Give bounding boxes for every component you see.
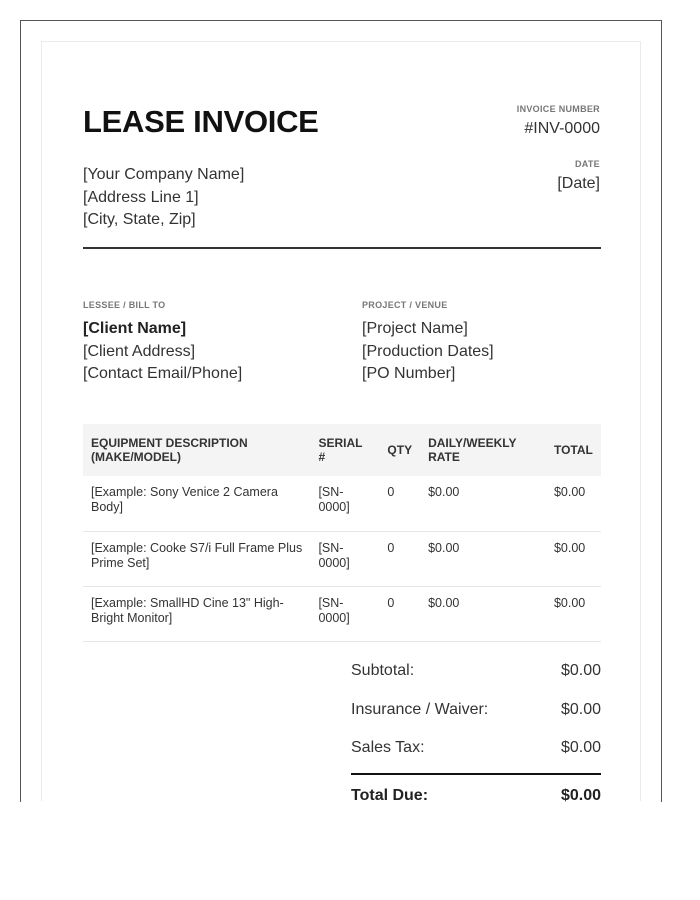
item-serial: [SN-0000]	[310, 586, 379, 641]
item-serial: [SN-0000]	[310, 476, 379, 531]
insurance-value: $0.00	[560, 700, 601, 718]
client-name: [Client Name]	[83, 320, 187, 337]
item-total: $0.00	[546, 531, 601, 586]
subtotal-label: Subtotal:	[351, 662, 415, 679]
total-due-row	[351, 787, 601, 803]
invoice-number-block	[517, 104, 600, 138]
sales-tax-value: $0.00	[560, 739, 601, 756]
col-header-serial: SERIAL #	[310, 424, 379, 476]
header-divider	[83, 247, 601, 249]
table-row	[83, 476, 601, 531]
date-block	[557, 159, 600, 193]
client-address: [Client Address]	[83, 342, 196, 360]
date-label: DATE	[574, 159, 600, 169]
item-rate: $0.00	[420, 531, 546, 586]
lessee-label: LESSEE / BILL TO	[83, 300, 166, 310]
totals-block	[351, 662, 601, 802]
production-dates: [Production Dates]	[362, 342, 494, 360]
invoice-document	[41, 41, 641, 801]
subtotal-value: $0.00	[560, 662, 601, 679]
item-qty: 0	[379, 476, 420, 531]
project-name: [Project Name]	[362, 320, 468, 337]
equipment-table	[83, 424, 601, 642]
company-name: [Your Company Name]	[83, 166, 245, 183]
subtotal-row	[351, 662, 601, 701]
client-contact: [Contact Email/Phone]	[83, 365, 243, 382]
col-header-total: TOTAL	[546, 424, 601, 476]
po-number: [PO Number]	[362, 365, 456, 382]
item-rate: $0.00	[420, 476, 546, 531]
company-city: [City, State, Zip]	[83, 211, 196, 228]
invoice-number: #INV-0000	[524, 120, 600, 137]
sales-tax-label: Sales Tax:	[351, 739, 425, 756]
company-address: [Address Line 1]	[83, 188, 199, 206]
table-header-row	[83, 424, 601, 476]
total-due-label: Total Due:	[351, 786, 429, 802]
insurance-label: Insurance / Waiver:	[351, 700, 489, 718]
item-description: [Example: Sony Venice 2 Camera Body]	[83, 476, 310, 531]
item-serial: [SN-0000]	[310, 531, 379, 586]
invoice-number-label: INVOICE NUMBER	[516, 104, 600, 114]
item-total: $0.00	[546, 586, 601, 641]
item-description: [Example: SmallHD Cine 13" High-Bright Monitor]	[83, 586, 310, 641]
col-header-qty: QTY	[379, 424, 420, 476]
col-header-rate: DAILY/WEEKLY RATE	[420, 424, 546, 476]
table-row	[83, 531, 601, 586]
insurance-row	[351, 701, 601, 740]
item-description: [Example: Cooke S7/i Full Frame Plus Prime Set]	[83, 531, 310, 586]
item-qty: 0	[379, 531, 420, 586]
lessee-block	[83, 300, 242, 386]
invoice-date: [Date]	[557, 175, 600, 192]
item-rate: $0.00	[420, 586, 546, 641]
invoice-title: LEASE INVOICE	[83, 104, 319, 139]
page-frame	[20, 20, 662, 802]
project-label: PROJECT / VENUE	[362, 300, 448, 310]
project-block	[362, 300, 494, 386]
item-qty: 0	[379, 586, 420, 641]
item-total: $0.00	[546, 476, 601, 531]
total-due-value: $0.00	[560, 786, 601, 802]
table-row	[83, 586, 601, 641]
col-header-description: EQUIPMENT DESCRIPTION (MAKE/MODEL)	[83, 424, 310, 476]
company-block	[83, 164, 244, 232]
